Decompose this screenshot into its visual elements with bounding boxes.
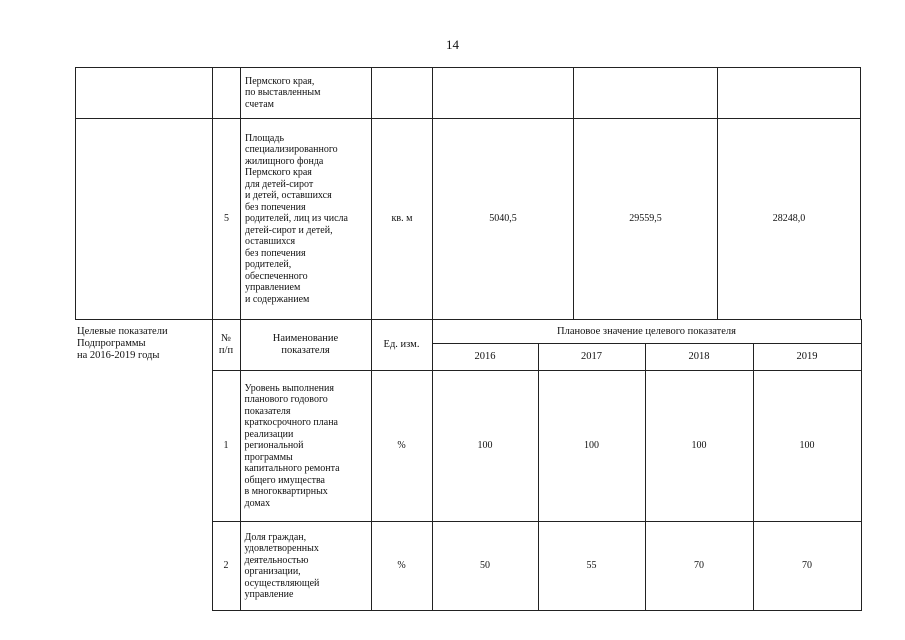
header-planned-value: Плановое значение целевого показателя [432, 320, 861, 344]
table-row [76, 68, 861, 119]
indicator-name: Доля граждан, удовлетворенных деятельностью организации, осуществляющей управление [240, 522, 371, 611]
indicator-name: Уровень выполнения планового годового показателя краткосрочного плана реализации региональной программы капитального ремонта общего имущества в многоквартирных домах [240, 371, 371, 522]
value-cell: 28248,0 [718, 119, 861, 320]
value-cell: 100 [538, 371, 645, 522]
empty-cell [718, 68, 861, 119]
empty-cell [76, 68, 213, 119]
empty-cell [433, 68, 574, 119]
value-cell: 55 [538, 522, 645, 611]
header-year: 2019 [753, 344, 861, 371]
indicator-name-continued: Пермского края, по выставленным счетам [241, 68, 372, 119]
targets-table [75, 319, 862, 611]
value-cell: 5040,5 [433, 119, 574, 320]
unit-cell: % [371, 522, 432, 611]
value-cell: 100 [645, 371, 753, 522]
unit-cell: кв. м [372, 119, 433, 320]
empty-cell [372, 68, 433, 119]
value-cell: 70 [753, 522, 861, 611]
empty-cell [213, 68, 241, 119]
value-cell: 100 [432, 371, 538, 522]
page-number: 14 [446, 37, 459, 52]
section-title: Целевые показатели Подпрограммы на 2016-2019 годы [77, 325, 168, 361]
value-cell: 29559,5 [574, 119, 718, 320]
value-cell: 100 [753, 371, 861, 522]
row-number: 1 [212, 371, 240, 522]
top-table [75, 67, 861, 320]
row-number: 2 [212, 522, 240, 611]
header-year: 2018 [645, 344, 753, 371]
header-year: 2017 [538, 344, 645, 371]
empty-cell [76, 119, 213, 320]
value-cell: 50 [432, 522, 538, 611]
value-cell: 70 [645, 522, 753, 611]
empty-cell [574, 68, 718, 119]
header-year: 2016 [432, 344, 538, 371]
header-number: № п/п [212, 320, 240, 371]
indicator-name: Площадь специализированного жилищного фонда Пермского края для детей-сирот и детей, оставшихся без попечения родителей, лиц из числа детей-сирот и детей, оставшихся без попечения родителей, обеспеченного управлением и содержанием [241, 119, 372, 320]
header-unit: Ед. изм. [371, 320, 432, 371]
row-number: 5 [213, 119, 241, 320]
unit-cell: % [371, 371, 432, 522]
header-name: Наименование показателя [240, 320, 371, 371]
table-row [76, 119, 861, 320]
